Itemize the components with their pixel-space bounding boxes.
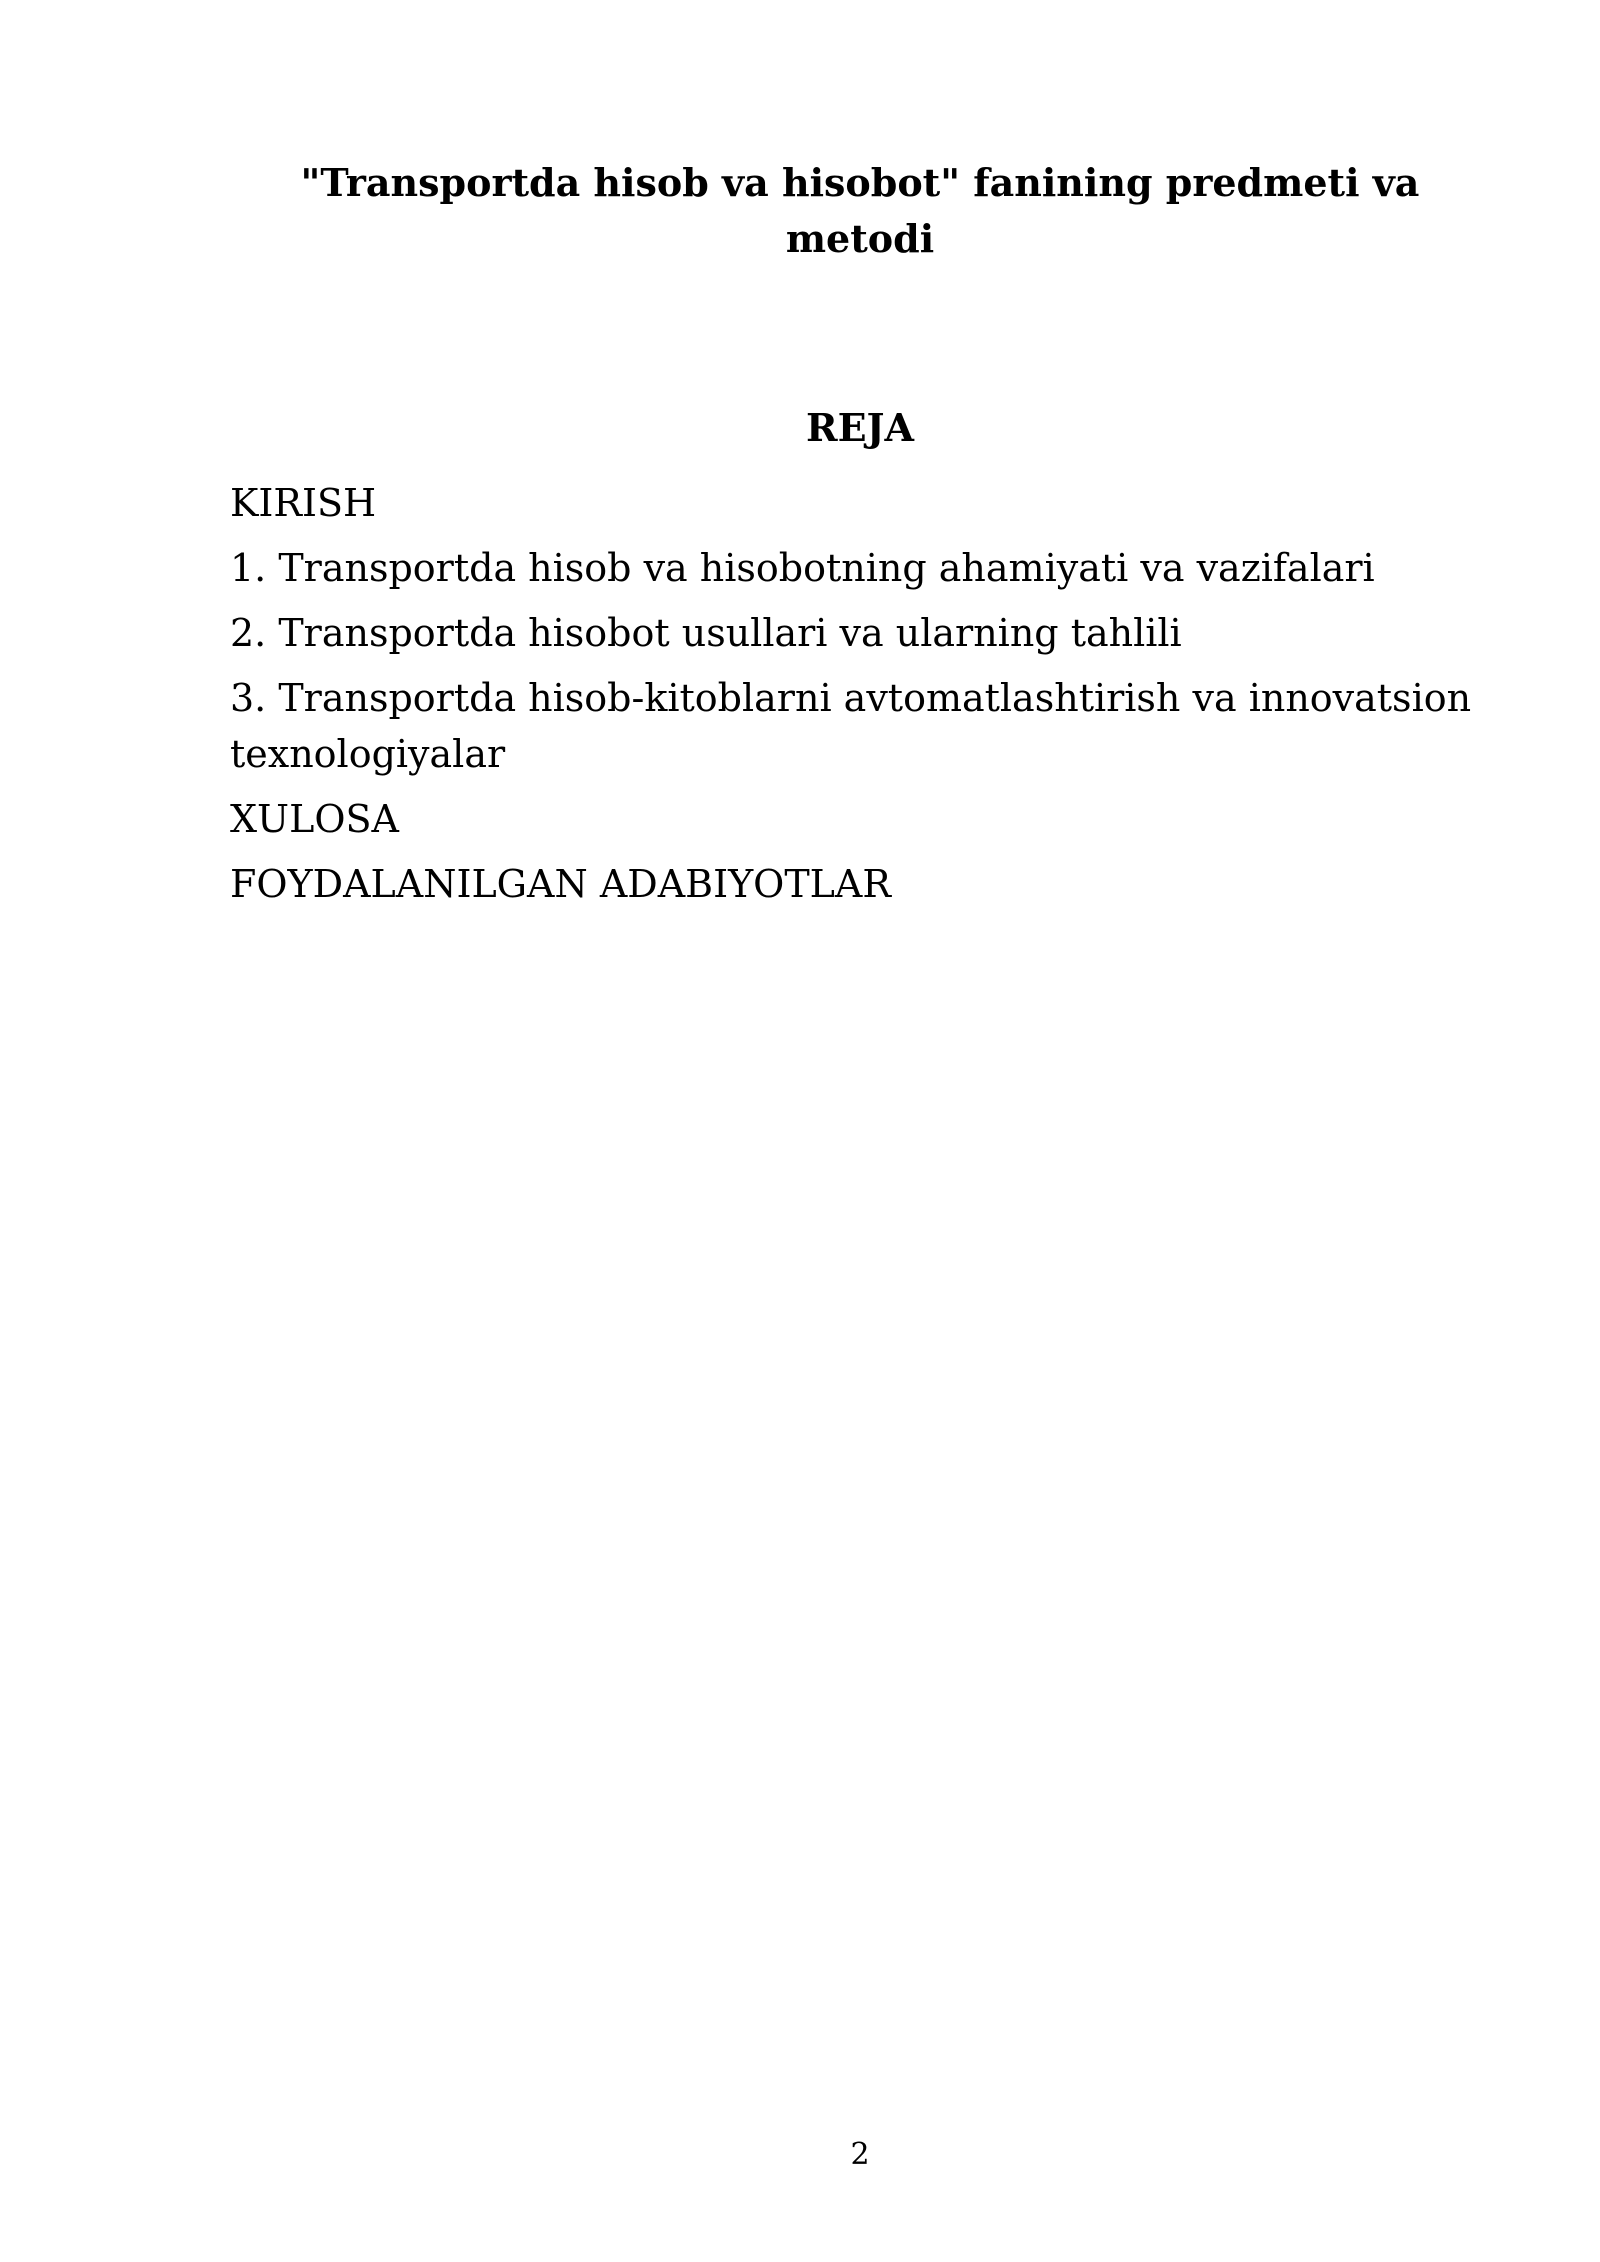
plan-heading: REJA [805, 405, 914, 450]
plan-item-1: 1. Transportda hisob va hisobotning ahamiyati va vazifalari [230, 546, 1375, 590]
plan-item-conclusion: XULOSA [230, 797, 399, 841]
plan-item-intro: KIRISH [230, 481, 377, 525]
plan-item-references: FOYDALANILGAN ADABIYOTLAR [230, 862, 891, 906]
plan-item-2: 2. Transportda hisobot usullari va ularning tahlili [230, 611, 1182, 655]
page-number: 2 [850, 2137, 870, 2172]
document-title: "Transportda hisob va hisobot" fanining predmeti va metodi [300, 160, 1420, 261]
plan-item-3: 3. Transportda hisob-kitoblarni avtomatlashtirish va innovatsion texnologiyalar [230, 676, 1472, 776]
plan-list [230, 475, 1490, 921]
